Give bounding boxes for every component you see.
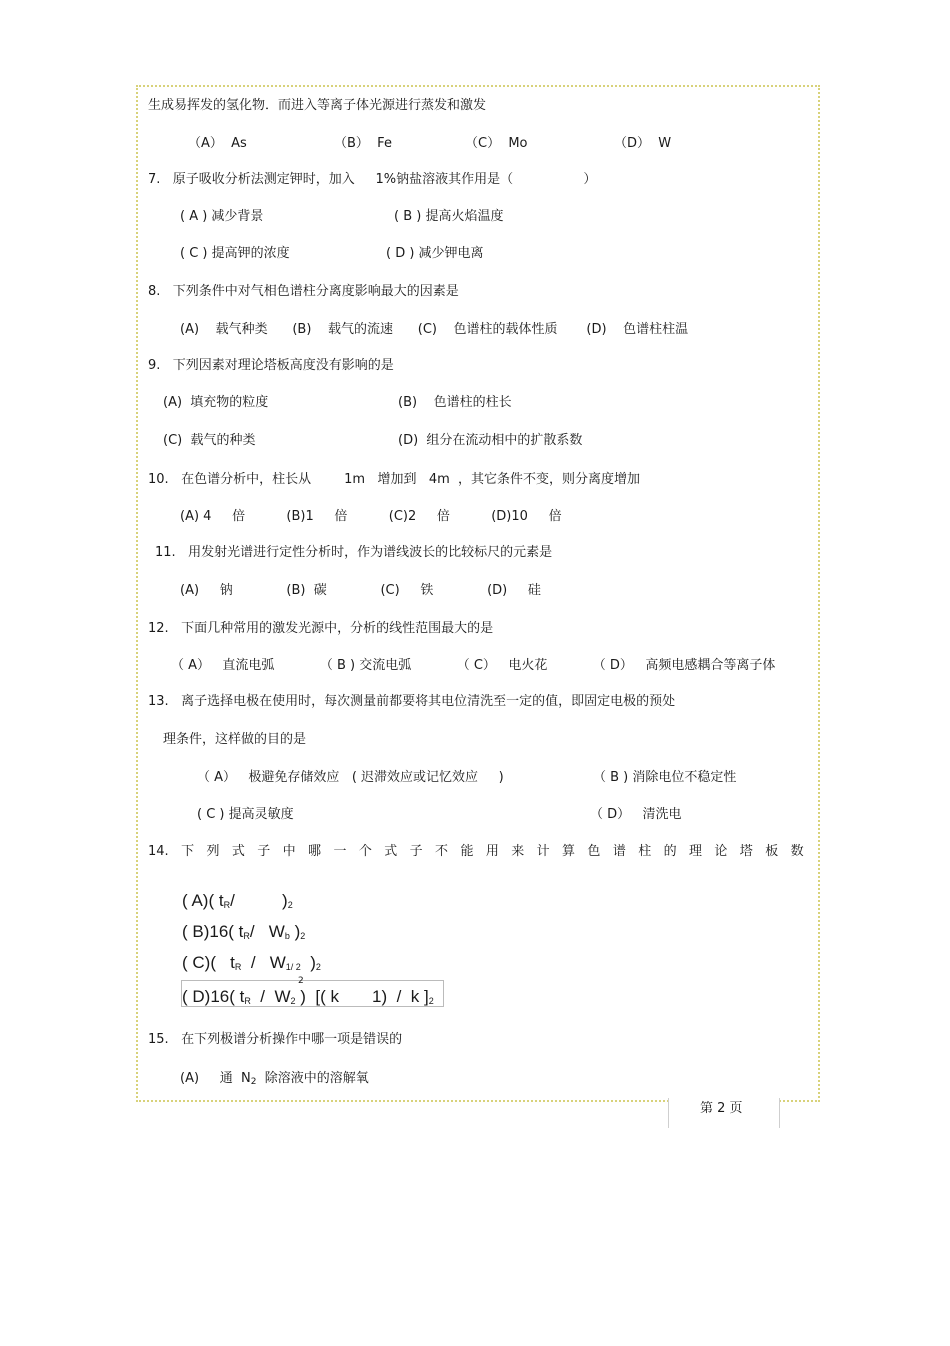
q9-option-d: (D) 组分在流动相中的扩散系数 — [398, 433, 583, 448]
q6-option-b: （B） Fe — [334, 136, 392, 151]
question-10: 10. 在色谱分析中，柱长从 1m 增加到 4m ，其它条件不变，则分离度增加 — [148, 472, 641, 487]
question-14: 14. 下 列 式 子 中 哪 一 个 式 子 不 能 用 来 计 算 色 谱 柱 的 理 论 塔 板 数 — [148, 844, 804, 859]
q7-option-c: ( C ) 提高钾的浓度 — [180, 246, 290, 261]
formula-a: ( A)( tR/ )2 — [182, 891, 293, 910]
q13-option-a: （ A） 极避免存储效应 ( 迟滞效应或记忆效应 ) — [197, 770, 504, 785]
question-8: 8. 下列条件中对气相色谱柱分离度影响最大的因素是 — [148, 284, 459, 299]
q7-option-b: ( B ) 提高火焰温度 — [394, 209, 504, 224]
q6-option-d: （D） W — [614, 136, 672, 151]
page-number: 第 2 页 — [700, 1101, 743, 1116]
text-line-intro: 生成易挥发的氢化物．而进入等离子体光源进行蒸发和激发 — [148, 98, 487, 113]
q12-options: （ A） 直流电弧 （ B ) 交流电弧 （ C） 电火花 （ D） 高频电感耦合等离子体 — [171, 658, 776, 673]
q9-option-c: (C) 载气的种类 — [163, 433, 256, 448]
q7-option-d: ( D ) 减少钾电离 — [386, 246, 484, 261]
q9-option-a: (A) 填充物的粒度 — [163, 395, 269, 410]
q11-options: (A) 钠 (B) 碳 (C) 铁 (D) 硅 — [180, 583, 541, 598]
question-12: 12. 下面几种常用的激发光源中，分析的线性范围最大的是 — [148, 621, 494, 636]
formula-c: ( C)( tR / W1/ 2 )2 — [182, 953, 321, 972]
question-15: 15. 在下列极谱分析操作中哪一项是错误的 — [148, 1032, 403, 1047]
formula-d: ( D)16( tR / W2 ) [( k 1) / k ]2 — [182, 987, 434, 1006]
formula-b: ( B)16( tR/ Wb )2 — [182, 922, 306, 941]
q7-option-a: ( A ) 减少背景 — [180, 209, 264, 224]
q10-options: (A) 4 倍 (B)1 倍 (C)2 倍 (D)10 倍 — [180, 509, 562, 524]
question-11: 11. 用发射光谱进行定性分析时，作为谱线波长的比较标尺的元素是 — [155, 545, 553, 560]
q13-option-b: （ B ) 消除电位不稳定性 — [593, 770, 737, 785]
q6-option-a: （A） As — [188, 136, 247, 151]
formula-d-superscript: 2 — [298, 976, 304, 986]
question-13: 13. 离子选择电极在使用时，每次测量前都要将其电位清洗至一定的值，即固定电极的预处 — [148, 694, 676, 709]
question-13-continued: 理条件，这样做的目的是 — [163, 732, 307, 747]
question-9: 9. 下列因素对理论塔板高度没有影响的是 — [148, 358, 394, 373]
q9-option-b: (B) 色谱柱的柱长 — [398, 395, 512, 410]
q13-option-c: ( C ) 提高灵敏度 — [197, 807, 294, 822]
q15-option-a: (A) 通 N2 除溶液中的溶解氧 — [180, 1071, 369, 1087]
q13-option-d: （ D） 清洗电 — [590, 807, 682, 822]
q6-option-c: （C） Mo — [465, 136, 528, 151]
question-7: 7. 原子吸收分析法测定钾时，加入 1%钠盐溶液其作用是（ ） — [148, 172, 597, 187]
q8-options: (A) 载气种类 (B) 载气的流速 (C) 色谱柱的载体性质 (D) 色谱柱柱温 — [180, 322, 689, 337]
